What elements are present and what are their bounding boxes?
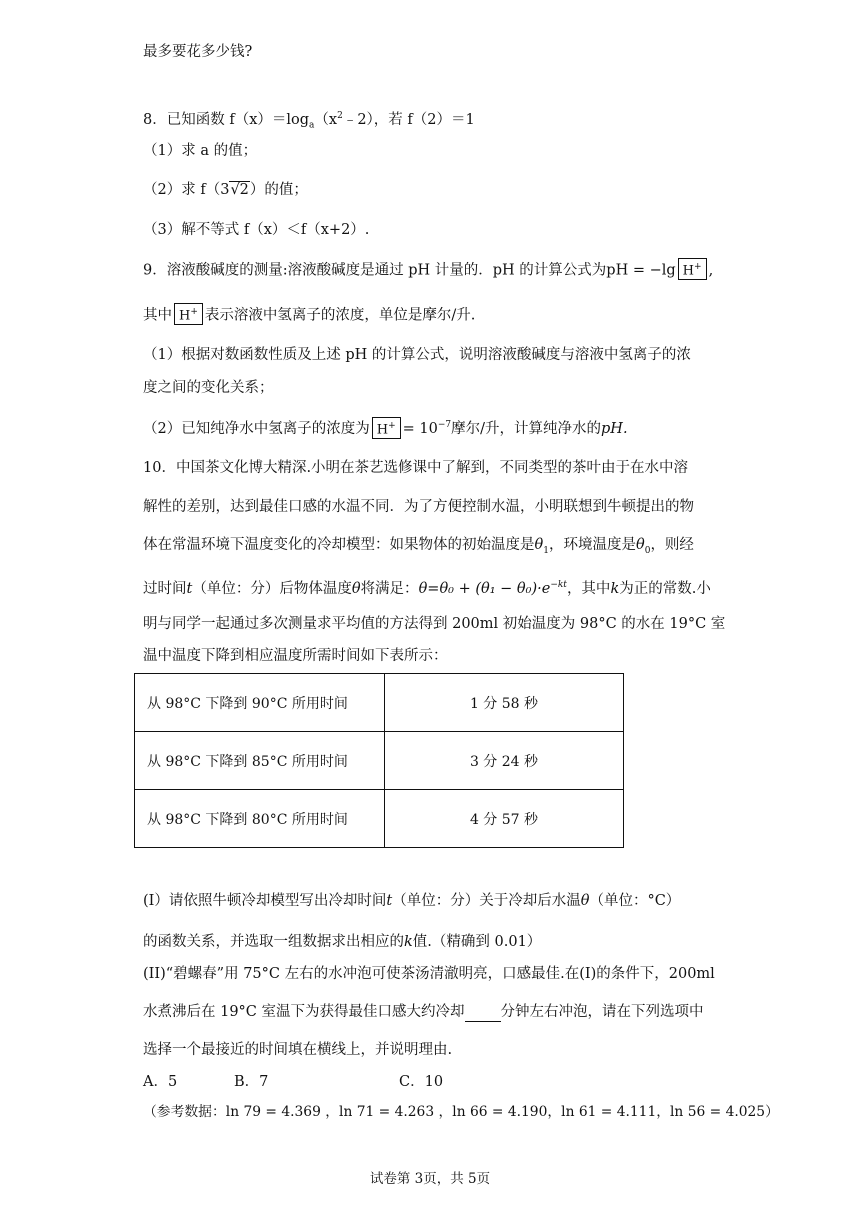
q9-formula: pH = −lg <box>606 262 676 279</box>
q9-bracket-2 <box>174 303 203 325</box>
table-cell-value: 4 分 57 秒 <box>385 790 624 848</box>
question-8-part-3: （3）解不等式 f（x）＜f（x+2）. <box>143 222 370 238</box>
answer-blank[interactable] <box>465 1007 501 1022</box>
table-row <box>135 790 624 848</box>
option-a: A．5 <box>143 1074 178 1090</box>
question-10-line-c <box>143 535 694 561</box>
q10d-text-4: ，其中 <box>566 580 611 597</box>
qI-t: t <box>386 893 393 909</box>
q10d-text-1: 过时间 <box>143 580 187 597</box>
q8-text-c: ﹣2），若 f（2）＝1 <box>342 111 475 128</box>
page-footer: 试卷第 3页，共 5页 <box>369 1171 491 1187</box>
table-row <box>135 732 624 790</box>
q9-2-text-c: 摩尔/升，计算纯净水的 <box>451 420 602 437</box>
q10c-text-2: ，环境温度是 <box>548 537 636 553</box>
q10d-text-5: 为正的常数.小 <box>619 580 711 597</box>
qI-b-text-2: 值.（精确到 0.01） <box>412 934 542 950</box>
q8-log-base: a <box>309 120 315 131</box>
q10d-exp: −kt <box>550 580 567 590</box>
qI-k: k <box>404 934 413 950</box>
q8-2-text-d: ）的值； <box>249 182 308 198</box>
q10c-theta0: θ <box>635 537 645 553</box>
question-7-tail: 最多要花多少钱? <box>143 44 253 60</box>
q9-2-ph: pH. <box>601 420 628 437</box>
table-cell-label: 从 98°C 下降到 90°C 所用时间 <box>135 674 385 732</box>
table-cell-label: 从 98°C 下降到 85°C 所用时间 <box>135 732 385 790</box>
q9-text-c: 其中 <box>143 307 172 324</box>
qII-b-text-2: 分钟左右冲泡，请在下列选项中 <box>500 1004 704 1020</box>
q9-text-a: 9．溶液酸碱度的测量:溶液酸碱度是通过 pH 计量的．pH 的计算公式为 <box>143 262 607 279</box>
q10d-theta: θ <box>351 580 361 597</box>
qI-theta: θ <box>580 893 590 909</box>
table-cell-value: 3 分 24 秒 <box>385 732 624 790</box>
qII-b-text-1: 水煮沸后在 19°C 室温下为获得最佳口感大约冷却 <box>143 1004 465 1020</box>
question-10-part-II-c: 选择一个最接近的时间填在横线上，并说明理由. <box>143 1042 453 1058</box>
q9-2-text-a: （2）已知纯净水中氢离子的浓度为 <box>143 420 370 437</box>
question-10-line-a: 10．中国茶文化博大精深.小明在茶艺选修课中了解到，不同类型的茶叶由于在水中溶 <box>143 460 689 476</box>
q10c-text-1: 体在常温环境下温度变化的冷却模型：如果物体的初始温度是 <box>143 537 535 553</box>
table-cell-label: 从 98°C 下降到 80°C 所用时间 <box>135 790 385 848</box>
question-9-def <box>143 303 475 325</box>
question-10-part-II-a: (II)“碧螺春”用 75°C 左右的水冲泡可使茶汤清澈明亮，口感最佳.在(I)的条件下，200ml <box>143 966 715 982</box>
question-10-line-d <box>143 575 711 599</box>
q8-2-text-a: （2）求 f（ <box>143 182 221 198</box>
question-10-part-II-b <box>143 1002 704 1022</box>
q10c-sub1: 1 <box>543 545 549 556</box>
q8-text-b: （x <box>314 111 338 128</box>
q9-h: H <box>682 263 695 279</box>
option-b: B．7 <box>234 1074 269 1090</box>
q10c-sub0: 0 <box>644 545 651 556</box>
q8-text-a: 8．已知函数 f（x）＝log <box>143 111 310 128</box>
q9-2-value: = 10 <box>402 420 438 437</box>
q10d-text-2: （单位：分）后物体温度 <box>192 580 352 597</box>
question-9-part-1-b: 度之间的变化关系； <box>143 380 274 396</box>
table-row <box>135 674 624 732</box>
table-cell-value: 1 分 58 秒 <box>385 674 624 732</box>
q10d-t: t <box>186 580 193 597</box>
question-8-stem <box>143 106 475 136</box>
qI-text-3: （单位：°C） <box>589 893 681 909</box>
qI-text-2: （单位：分）关于冷却后水温 <box>392 893 581 909</box>
question-10-line-f: 温中温度下降到相应温度所需时间如下表所示： <box>143 648 448 664</box>
q9-2-plus: + <box>388 420 396 431</box>
q9-plus: + <box>694 262 702 272</box>
q10c-theta1: θ <box>534 537 544 553</box>
question-8-part-2 <box>143 180 308 200</box>
q10d-k: k <box>610 580 620 597</box>
question-9-stem <box>143 258 713 280</box>
q9-2-exp: −7 <box>437 420 452 430</box>
q9-bracket <box>678 258 707 280</box>
q9-2-bracket <box>372 417 401 439</box>
q8-2-coef: 3 <box>220 182 230 198</box>
q9-plus-2: + <box>190 307 198 317</box>
reference-data: （参考数据：ln 79 = 4.369 ，ln 71 = 4.263 ，ln 66 = 4.190，ln 61 = 4.111，ln 56 = 4.025） <box>143 1104 779 1120</box>
question-10-part-I-b <box>143 932 541 952</box>
question-10-line-e: 明与同学一起通过多次测量求平均值的方法得到 200ml 初始温度为 98°C 的水在 19°C 室 <box>143 616 726 632</box>
cooling-time-table <box>134 673 624 848</box>
q9-2-h: H <box>376 421 389 437</box>
option-c: C．10 <box>399 1074 444 1090</box>
question-9-part-2 <box>143 415 628 439</box>
q10d-formula: θ=θ₀ + (θ₁ − θ₀)·e <box>418 580 551 597</box>
question-8-part-1: （1）求 a 的值； <box>143 143 258 159</box>
q10d-text-3: 将满足： <box>360 580 419 597</box>
question-10-line-b: 解性的差别，达到最佳口感的水温不同．为了方便控制水温，小明联想到牛顿提出的物 <box>143 499 694 515</box>
question-10-part-I-a <box>143 891 680 911</box>
q8-2-radical: √2 <box>230 182 249 198</box>
q9-text-d: 表示溶液中氢离子的浓度，单位是摩尔/升. <box>204 307 476 324</box>
q8-exponent: 2 <box>337 111 343 121</box>
qI-b-text-1: 的函数关系，并选取一组数据求出相应的 <box>143 934 404 950</box>
q10c-text-3: ，则经 <box>650 537 694 553</box>
question-9-part-1-a: （1）根据对数函数性质及上述 pH 的计算公式，说明溶液酸碱度与溶液中氢离子的浓 <box>143 347 691 363</box>
q9-h-2: H <box>179 308 191 324</box>
qI-text-1: (I）请依照牛顿冷却模型写出冷却时间 <box>143 893 387 909</box>
q9-comma: , <box>708 262 714 279</box>
